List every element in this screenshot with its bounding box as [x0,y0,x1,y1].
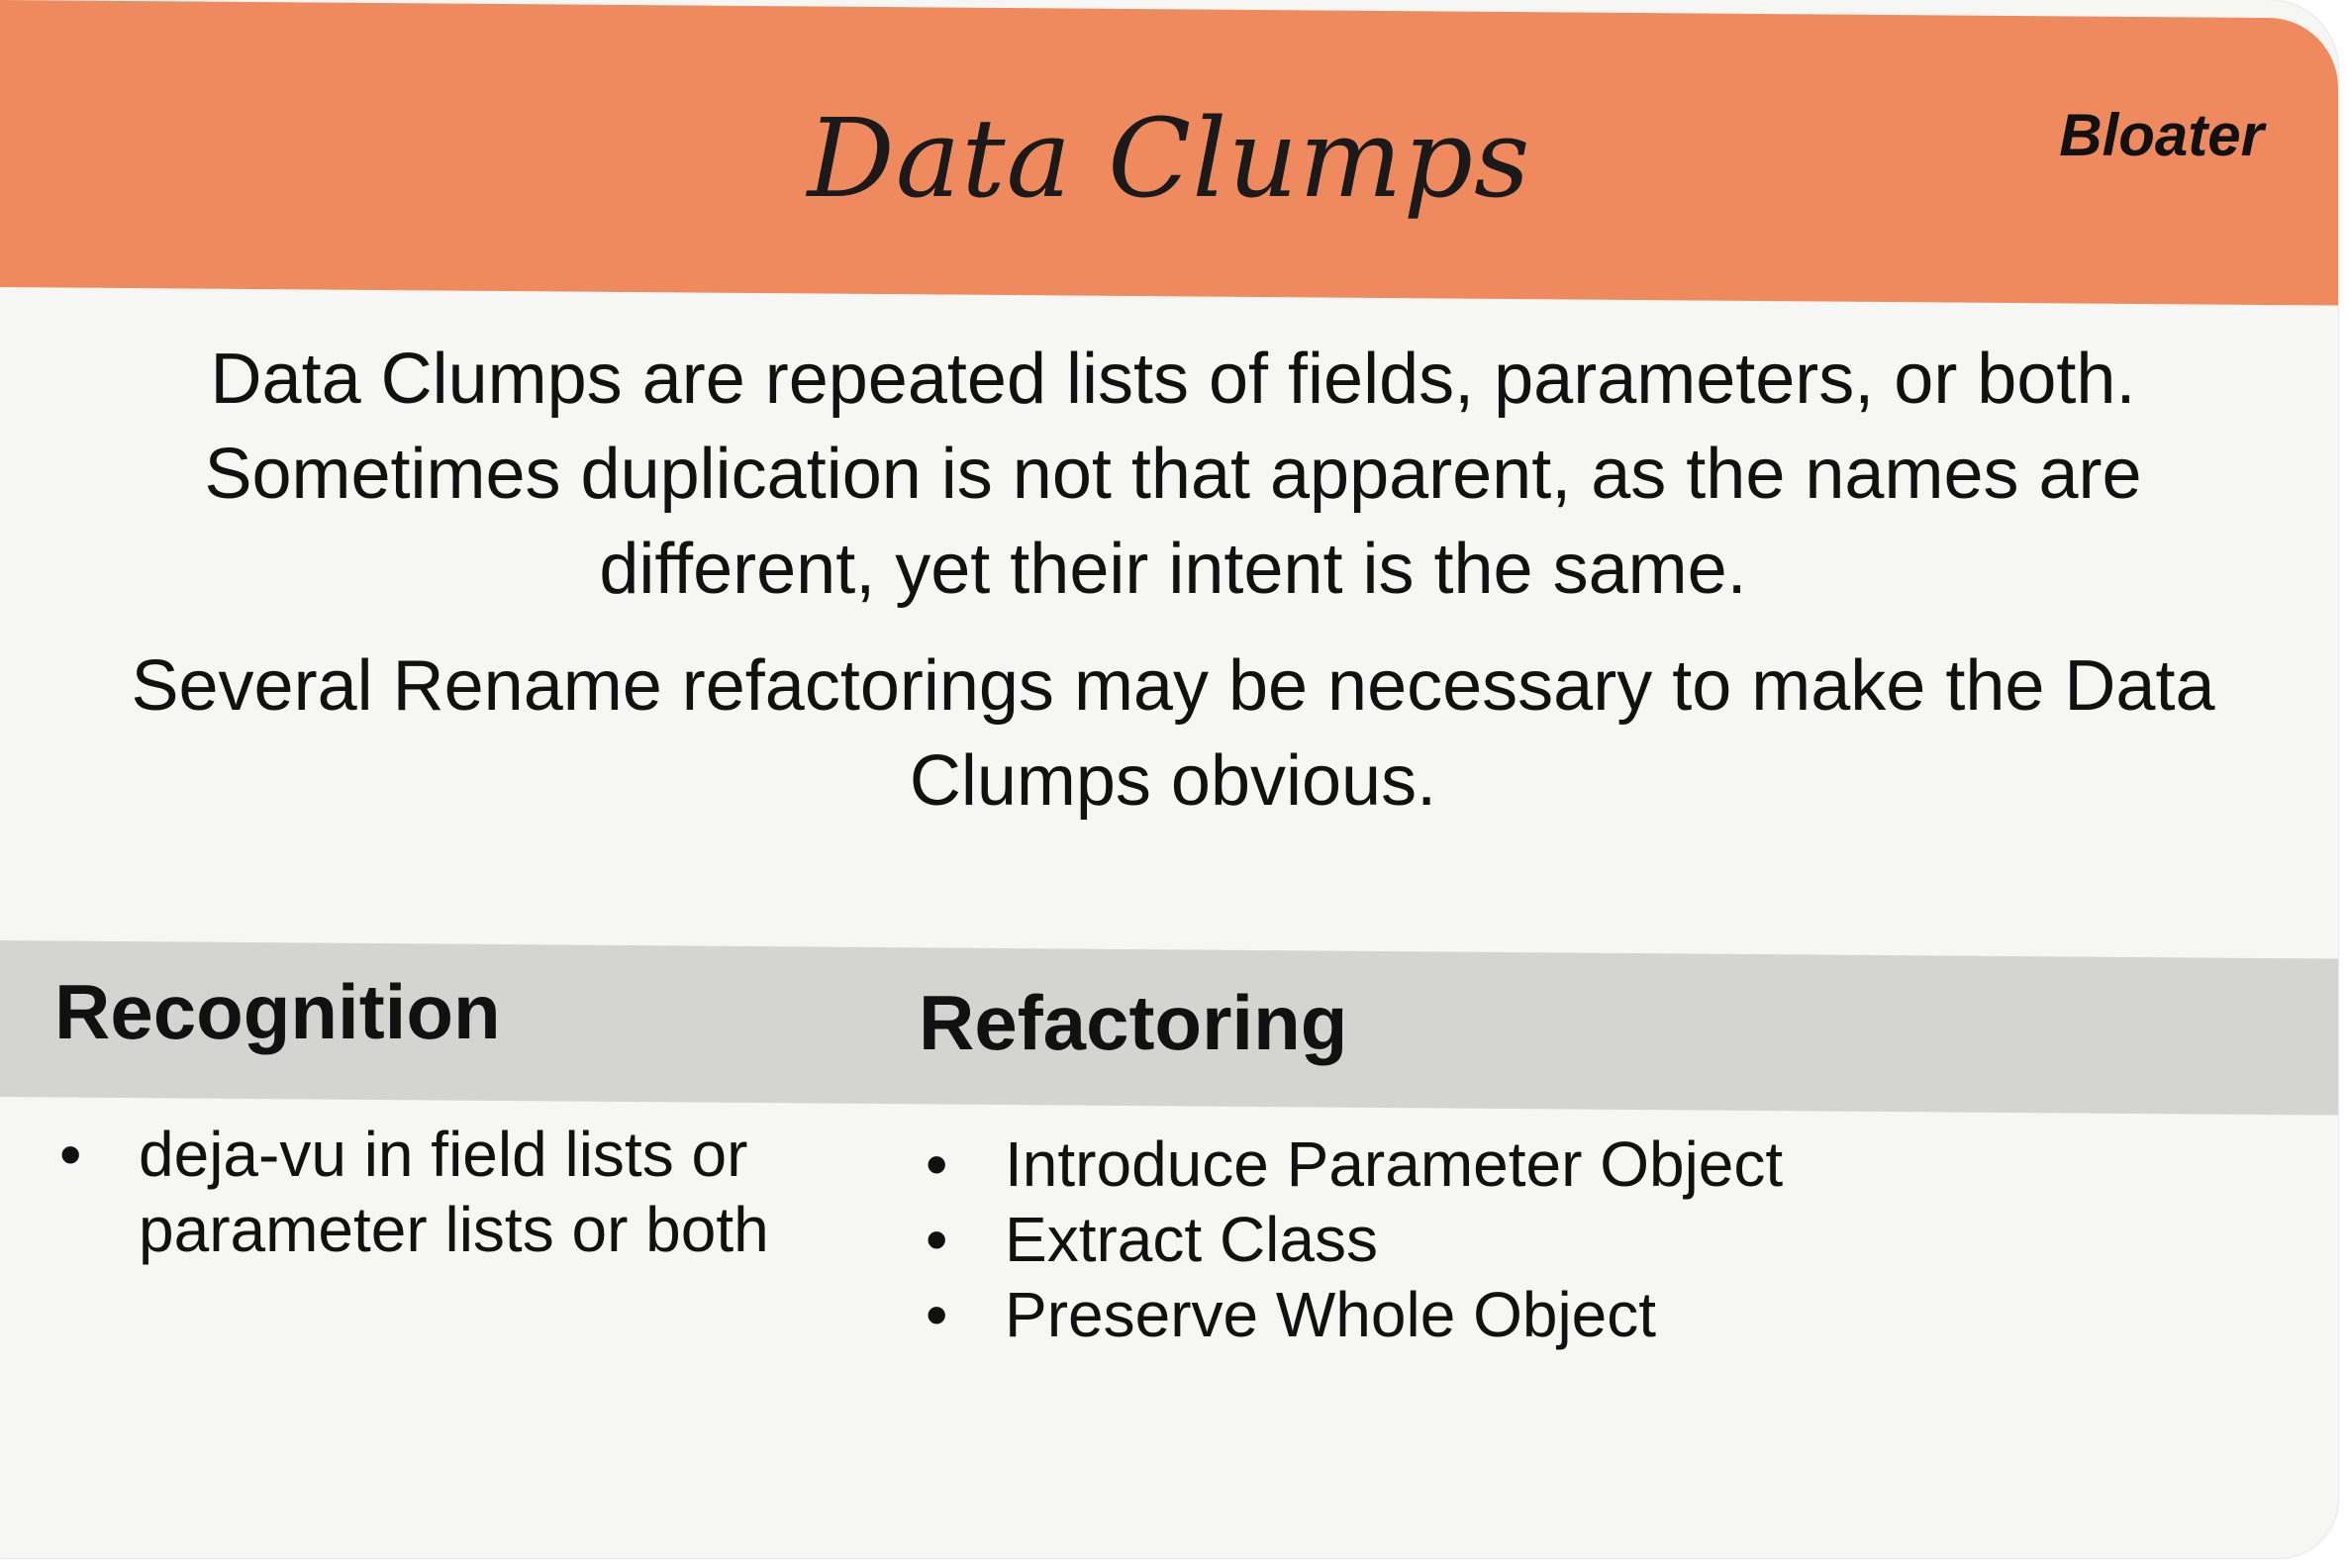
card-description [109,332,2237,850]
description-paragraph: Data Clumps are repeated lists of fields, parameters, or both. Sometimes duplication is not that apparent, as the names are different, yet their intent is the same. [204,340,2142,609]
refactoring-heading: Refactoring [919,979,1348,1066]
list-item-text: deja-vu in field lists or parameter lists or both [139,1119,769,1265]
list-item-text: Introduce Parameter Object [1005,1128,1784,1200]
list-item-text: Extract Class [1005,1204,1378,1275]
description-paragraph: Several Rename refactorings may be necessary to make the Data Clumps obvious. [131,646,2215,821]
bullet-icon: • [926,1128,948,1200]
card-title: Data Clumps [807,95,1531,222]
list-item [926,1127,2113,1202]
list-item [59,1117,851,1267]
list-item [926,1202,2113,1277]
recognition-list [59,1117,851,1267]
bullet-icon: • [926,1204,948,1275]
recognition-heading: Recognition [54,968,501,1055]
bullet-icon: • [926,1279,948,1350]
refactoring-list [926,1127,2113,1352]
list-item [926,1277,2113,1352]
category-label: Bloater [2059,102,2264,168]
bullet-icon: • [59,1119,82,1190]
list-item-text: Preserve Whole Object [1005,1279,1657,1350]
